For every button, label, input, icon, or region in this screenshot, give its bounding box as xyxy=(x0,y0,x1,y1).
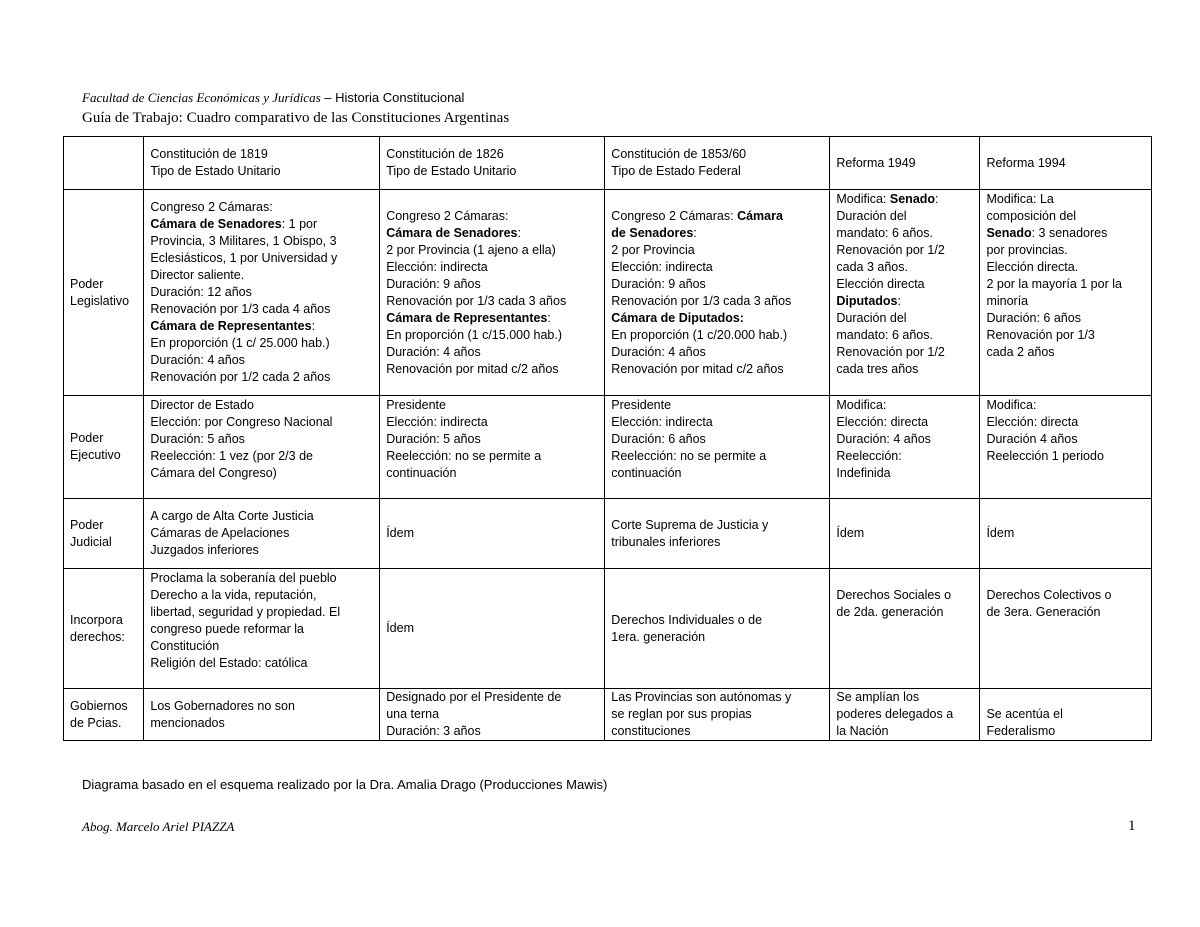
ejecutivo-1819: Director de Estado Elección: por Congreso Nacional Duración: 5 años Reelección: 1 vez (por 2/3 de Cámara del Congreso) xyxy=(144,396,380,499)
derechos-1853: Derechos Individuales o de 1era. generación xyxy=(605,569,830,689)
legislativo-1949: Modifica: Senado: Duración del mandato: 6 años. Renovación por 1/2 cada 3 años. Elección directa Diputados: Duración del mandato: 6 años. Renovación por 1/2 cada tres años xyxy=(830,190,980,396)
legislativo-1853: Congreso 2 Cámaras: Cámara de Senadores: 2 por Provincia Elección: indirecta Duración: 9 años Renovación por 1/3 cada 3 años Cámara de Diputados: En proporción (1 c/20.000 hab.) Duración: 4 años Renovación por mitad c/2 años xyxy=(605,190,830,396)
row-label-gobiernos: Gobiernos de Pcias. xyxy=(64,689,144,741)
derechos-1826: Ídem xyxy=(380,569,605,689)
author-signature: Abog. Marcelo Ariel PIAZZA xyxy=(82,819,235,834)
legislativo-1826: Congreso 2 Cámaras: Cámara de Senadores: 2 por Provincia (1 ajeno a ella) Elección: indirecta Duración: 9 años Renovación por 1/3 cada 3 años Cámara de Representantes: En proporción (1 c/15.000 hab.) Duración: 4 años Renovación por mitad c/2 años xyxy=(380,190,605,396)
gobiernos-1853: Las Provincias son autónomas y se reglan por sus propias constituciones xyxy=(605,689,830,741)
gobiernos-1994: Se acentúa el Federalismo xyxy=(980,689,1152,741)
row-label-derechos: Incorpora derechos: xyxy=(64,569,144,689)
comparison-table xyxy=(63,136,1152,741)
judicial-1949: Ídem xyxy=(830,499,980,569)
faculty-name: Facultad de Ciencias Económicas y Jurídicas xyxy=(82,90,321,105)
judicial-1826: Ídem xyxy=(380,499,605,569)
guide-title: Guía de Trabajo: Cuadro comparativo de las Constituciones Argentinas xyxy=(82,110,510,126)
row-poder-judicial xyxy=(64,499,1152,569)
row-poder-ejecutivo xyxy=(64,396,1152,499)
column-header-1994: Reforma 1994 xyxy=(980,137,1152,190)
corner-cell xyxy=(64,137,144,190)
judicial-1994: Ídem xyxy=(980,499,1152,569)
judicial-1853: Corte Suprema de Justicia y tribunales inferiores xyxy=(605,499,830,569)
source-footnote: Diagrama basado en el esquema realizado por la Dra. Amalia Drago (Producciones Mawis) xyxy=(82,777,608,792)
column-header-1853: Constitución de 1853/60 Tipo de Estado Federal xyxy=(605,137,830,190)
document-header xyxy=(82,90,464,106)
judicial-1819: A cargo de Alta Corte Justicia Cámaras de Apelaciones Juzgados inferiores xyxy=(144,499,380,569)
ejecutivo-1826: Presidente Elección: indirecta Duración: 5 años Reelección: no se permite a continuación xyxy=(380,396,605,499)
row-label-judicial: Poder Judicial xyxy=(64,499,144,569)
row-poder-legislativo xyxy=(64,190,1152,396)
row-incorpora-derechos xyxy=(64,569,1152,689)
gobiernos-1826: Designado por el Presidente de una terna Duración: 3 años xyxy=(380,689,605,741)
subject-name: – Historia Constitucional xyxy=(320,90,465,105)
header-row xyxy=(64,137,1152,190)
legislativo-1819: Congreso 2 Cámaras: Cámara de Senadores: 1 por Provincia, 3 Militares, 1 Obispo, 3 Eclesiásticos, 1 por Universidad y Director saliente. Duración: 12 años Renovación por 1/3 cada 4 años Cámara de Representantes: En proporción (1 c/ 25.000 hab.) Duración: 4 años Renovación por 1/2 cada 2 años xyxy=(144,190,380,396)
row-label-legislativo: Poder Legislativo xyxy=(64,190,144,396)
column-header-1819: Constitución de 1819 Tipo de Estado Unitario xyxy=(144,137,380,190)
gobiernos-1949: Se amplían los poderes delegados a la Nación xyxy=(830,689,980,741)
derechos-1949: Derechos Sociales o de 2da. generación xyxy=(830,569,980,689)
derechos-1819: Proclama la soberanía del pueblo Derecho a la vida, reputación, libertad, seguridad y propiedad. El congreso puede reformar la Constitución Religión del Estado: católica xyxy=(144,569,380,689)
column-header-1949: Reforma 1949 xyxy=(830,137,980,190)
row-gobiernos-provincias xyxy=(64,689,1152,741)
ejecutivo-1994: Modifica: Elección: directa Duración 4 años Reelección 1 periodo xyxy=(980,396,1152,499)
ejecutivo-1853: Presidente Elección: indirecta Duración: 6 años Reelección: no se permite a continuación xyxy=(605,396,830,499)
row-label-ejecutivo: Poder Ejecutivo xyxy=(64,396,144,499)
derechos-1994: Derechos Colectivos o de 3era. Generación xyxy=(980,569,1152,689)
page-number: 1 xyxy=(1128,818,1136,834)
gobiernos-1819: Los Gobernadores no son mencionados xyxy=(144,689,380,741)
column-header-1826: Constitución de 1826 Tipo de Estado Unitario xyxy=(380,137,605,190)
legislativo-1994: Modifica: La composición del Senado: 3 senadores por provincias. Elección directa. 2 por la mayoría 1 por la minoría Duración: 6 años Renovación por 1/3 cada 2 años xyxy=(980,190,1152,396)
ejecutivo-1949: Modifica: Elección: directa Duración: 4 años Reelección: Indefinida xyxy=(830,396,980,499)
